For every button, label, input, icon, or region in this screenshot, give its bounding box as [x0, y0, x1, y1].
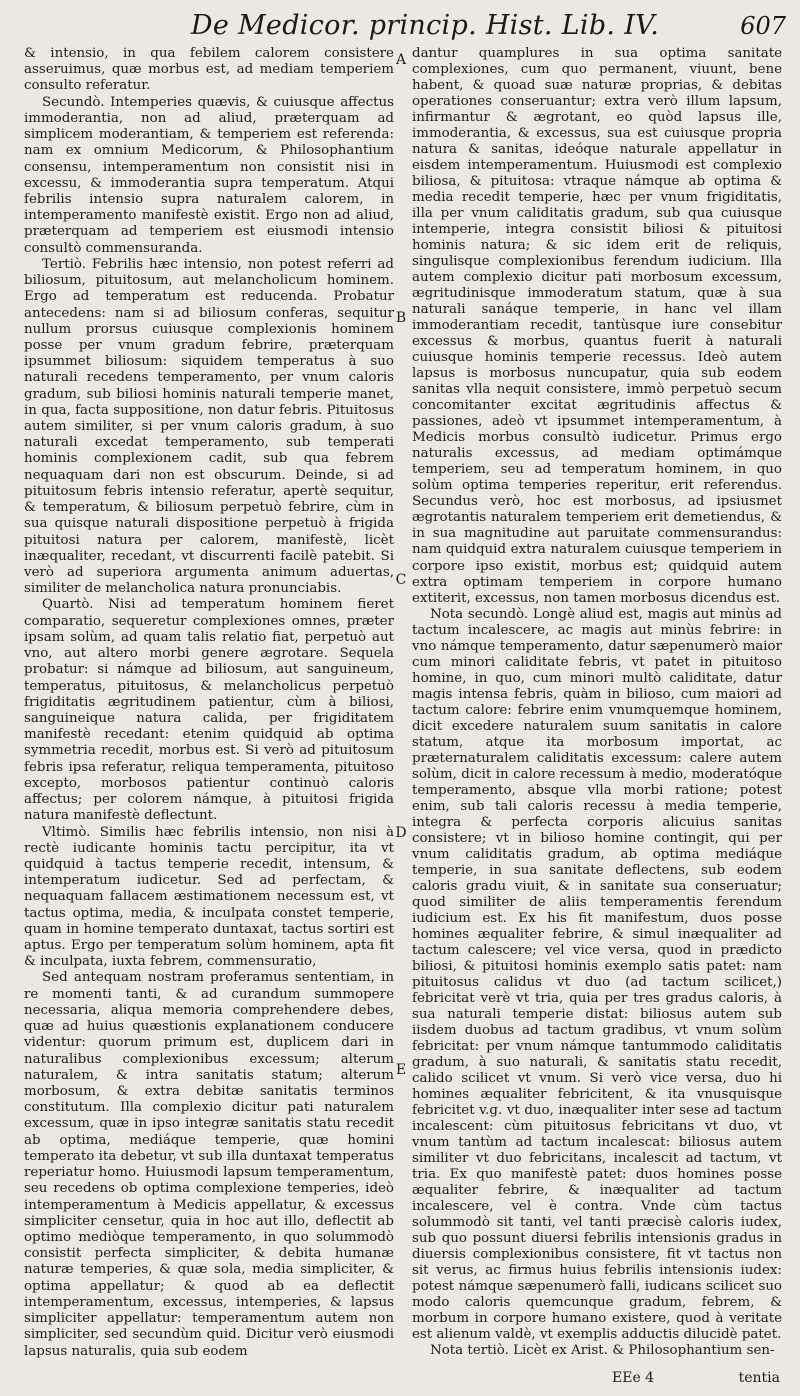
margin-letter-b: B [395, 310, 407, 326]
paragraph: Sed antequam nostram proferamus sententiam, in re momenti tanti, & ad curandum summopere necessaria, aliqua memoria comprehendere debes, quæ ad huius quæstionis explanationem conducere videntur: quorum primum est, duplicem dari in naturalibus complexionibus excessum; alterum naturalem, & intra sanitatis statum; alterum morbosum, & extra debitæ sanitatis terminos constitutum. Illa complexio dicitur pati naturalem excessum, quæ in ipso integræ sanitatis statu recedit ab optima, mediáque temperie, quæ homini temperato ita debetur, vt sub illa duntaxat temperatus reperiatur homo. Huiusmodi lapsum temperamentum, seu recedens ob optima complexione temperies, ideò intemperamentum à Medicis appellatur, & excessus simpliciter censetur, quia in hoc aut illo, deflectit ab optimo mediòque temperamento, in quo solummodò consistit perfecta simpliciter, & debita humanæ naturæ temperies, & quæ sola, media simpliciter, & optima appellatur; & quod ab ea deflectit intemperamentum, excessus, intemperies, & lapsus simpliciter appellatur: temperamentum autem non simpliciter, sed secundùm quid. Dicitur verò eiusmodi lapsus naturalis, quia sub eodem [24, 970, 394, 1359]
left-column [24, 46, 394, 1360]
paragraph: Nota tertiò. Licèt ex Arist. & Philosophantium sen- [430, 1343, 775, 1359]
paragraph: Quartò. Nisi ad temperatum hominem fieret comparatio, sequeretur complexiones omnes, præter ipsam solùm, ad quam talis relatio fiat, perpetuò aut vno, aut altero morbi genere ægrotare. Sequela probatur: si námque ad biliosum, aut sanguineum, temperatus, pituitosus, & melancholicus perpetuò frigiditatis ægritudinem patientur, cùm à biliosi, sanguineique natura calida, per frigiditatem manifestè recedant: etenim quidquid ab optima symmetria recedit, morbus est. Si verò ad pituitosum febris ipsa referatur, reliqua temperamenta, pituitoso excepto, morbosos patientur continuò caloris affectus; per colorem námque, à pituitosi frigida natura manifestè deflectunt. [24, 597, 394, 824]
margin-letter-a: A [395, 52, 407, 68]
paragraph: Nota secundò. Longè aliud est, magis aut minùs ad tactum incalescere, ac magis aut minùs febrire: in vno námque temperamento, datur sæpenumerò maior cum minori caliditate febris, vt patet in pituitoso homine, in quo, cum minori multò caliditate, datur magis intensa febris, quàm in bilioso, cum maiori ad tactum calore: febrire enim vnumquemque hominem, dicit excedere naturalem suum sanitatis in calore statum, atque ita morbosum importat, ac præternaturalem caliditatis excessum: calere autem solùm, dicit in calore recessum à medio, moderatóque temperamento, absque vlla morbi ratione; potest enim, sub tali caloris recessu à media temperie, integra & perfecta corporis alicuius sanitas consistere; vt in bilioso homine contingit, qui per vnum caliditatis gradum, ab optima mediáque temperie, in sua sanitate deflectens, sub eodem caloris gradu viuit, & in sanitate sua conseruatur; quod similiter de aliis temperamentis ferendum iudicium est. Ex his fit manifestum, duos posse homines æqualiter febrire, & simul inæqualiter ad tactum calescere; vel vice versa, quod in prædicto biliosi, & pituitosi hominis exemplo satis patet: nam pituitosus calidus vt duo (ad tactum scilicet,) febricitat verè vt tria, quia per tres gradus caloris, à sua naturali temperie distat: biliosus autem sub iisdem duobus ad tactum gradibus, vt vnum solùm febricitat: per vnum námque tantummodo caliditatis gradum, à suo naturali, & sanitatis statu recedit, calido scilicet vt vnum. Si verò vice versa, duo hi homines æqualiter febricitent, & ita vnusquisque febricitet v.g. vt duo, inæqualiter inter sese ad tactum incalescent: cùm pituitosus febricitans vt duo, vt vnum tantùm ad tactum incalescat: biliosus autem similiter vt duo febricitans, incalescit ad tactum, vt tria. Ex quo manifestè patet: duos homines posse æqualiter febrire, & inæqualiter ad tactum incalescere, vel è contra. Vnde cùm tactus solummodò sit tanti, vel tanti præcisè caloris iudex, sub quo possunt diuersi febrilis intensionis gradus in diuersis complexionibus consistere, fit vt tactus non sit verus, ac firmus huius febrilis intensionis iudex: potest námque sæpenumerò falli, iudicans scilicet suo modo caloris quemcunque gradum, febrem, & morbum in corpore humano existere, quod à veritate est alienum valdè, vt exemplis adductis dilucidè patet. [412, 606, 782, 1343]
running-title: De Medicor. princip. Hist. Lib. IV. [190, 10, 660, 41]
margin-letter-d: D [395, 825, 407, 841]
right-column [412, 46, 782, 1359]
page-number: 607 [740, 12, 786, 40]
catchword: tentia [738, 1370, 780, 1386]
page-footer [0, 1366, 800, 1392]
paragraph: Vltimò. Similis hæc febrilis intensio, non nisi à rectè iudicante hominis tactu percipitur, ita vt quidquid à tactus temperie recedit, intensum, & intemperatum iudicetur. Sed ad perfectam, & nequaquam fallacem æstimationem necessum est, vt tactus optima, media, & inculpata constet temperie, quam in homine temperato duntaxat, tactus sortiri est aptus. Ergo per temperatum solùm hominem, apta fit & inculpata, iuxta febrem, commensuratio, [24, 824, 394, 970]
paragraph: dantur quamplures in sua optima sanitate complexiones, cum quo permanent, viuunt, bene habent, & quoad suæ naturæ proprias, & debitas operationes conseruantur; extra verò illum lapsum, infirmantur & ægrotant, eo quòd lapsus ille, immoderantia, & excessus, sua est cuiusque propria natura & sanitas, ideóque naturale appellatur in eisdem intemperamentum. Huiusmodi est complexio biliosa, & pituitosa: vtraque námque ab optima & media recedit temperie, hæc per vnum frigiditatis, illa per vnum caliditatis gradum, sub qua cuiusque intemperie, integra consistit biliosi & pituitosi hominis natura; & sic idem erit de reliquis, singulisque complexionibus ferendum iudicium. Illa autem complexio dicitur pati morbosum excessum, ægritudinisque immoderatum statum, quæ à sua naturali sanáque temperie, in hanc vel illam immoderantiam recedit, tantùsque iure consebitur excessus & morbus, quantus fuerit à naturali cuiusque hominis temperie recessus. Ideò autem lapsus is morbosus nuncupatur, quia sub eodem sanitas vlla nequit consistere, immò perpetuò secum concomitanter excitat ægritudinis affectus & passiones, adeò vt ipsummet intemperamentum, à Medicis morbus consultò iudicetur. Primus ergo naturalis excessus, ad mediam optimámque temperiem, seu ad temperatum hominem, in quo solùm optima temperies reperitur, erit referendus. Secundus verò, hoc est morbosus, ad ipsiusmet ægrotantis naturalem temperiem erit demetiendus, & in sua magnitudine aut paruitate commensurandus: nam quidquid extra naturalem cuiusque temperiem in corpore ipso existit, morbus est; quidquid autem extra optimam temperiem in corpore humano extiterit, excessus, non tamen morbosus dicendus est. [412, 46, 782, 606]
signature-mark: EEe 4 [612, 1370, 655, 1386]
margin-letter-e: E [395, 1062, 407, 1078]
margin-letters [393, 0, 409, 1396]
margin-letter-c: C [395, 572, 407, 588]
paragraph: Tertiò. Febrilis hæc intensio, non potest referri ad biliosum, pituitosum, aut melancholicum hominem. Ergo ad temperatum est reducenda. Probatur antecedens: nam si ad biliosum conferas, sequitur nullum prorsus cuiusque complexionis hominem posse per vnum gradum febrire, præterquam ipsummet biliosum: siquidem temperatus à suo naturali recedens temperamento, per vnum caloris gradum, sub biliosi hominis naturali temperie manet, in qua, facta suppositione, non datur febris. Pituitosus autem similiter, si per vnum caloris gradum, à suo naturali excedat temperamento, sub temperati hominis complexionem cadit, sub qua febrem nequaquam dari non est obscurum. Deinde, si ad pituitosum febris intensio referatur, apertè sequitur, & temperatum, & biliosum perpetuò febrire, cùm in sua quisque naturali dispositione perpetuò à frigida pituitosi natura per calorem, manifestè, licèt inæqualiter, recedant, vt discurrenti facilè patebit. Si verò ad superiora argumenta animum aduertas, similiter de melancholica natura pronunciabis. [24, 256, 394, 597]
paragraph: Secundò. Intemperies quævis, & cuiusque affectus immoderantia, non ad aliud, præterquam ad simplicem moderantiam, & temperiem est referenda: nam ex omnium Medicorum, & Philosophantium consensu, intemperamentum non consistit nisi in excessu, & immoderantia supra temperatum. Atqui febrilis intensio supra naturalem calorem, in intemperamento manifestè existit. Ergo non ad aliud, præterquam ad temperiem est eiusmodi intensio consultò commensuranda. [24, 94, 394, 256]
paragraph: & intensio, in qua febilem calorem consistere asseruimus, quæ morbus est, ad mediam temperiem consulto referatur. [24, 46, 394, 94]
